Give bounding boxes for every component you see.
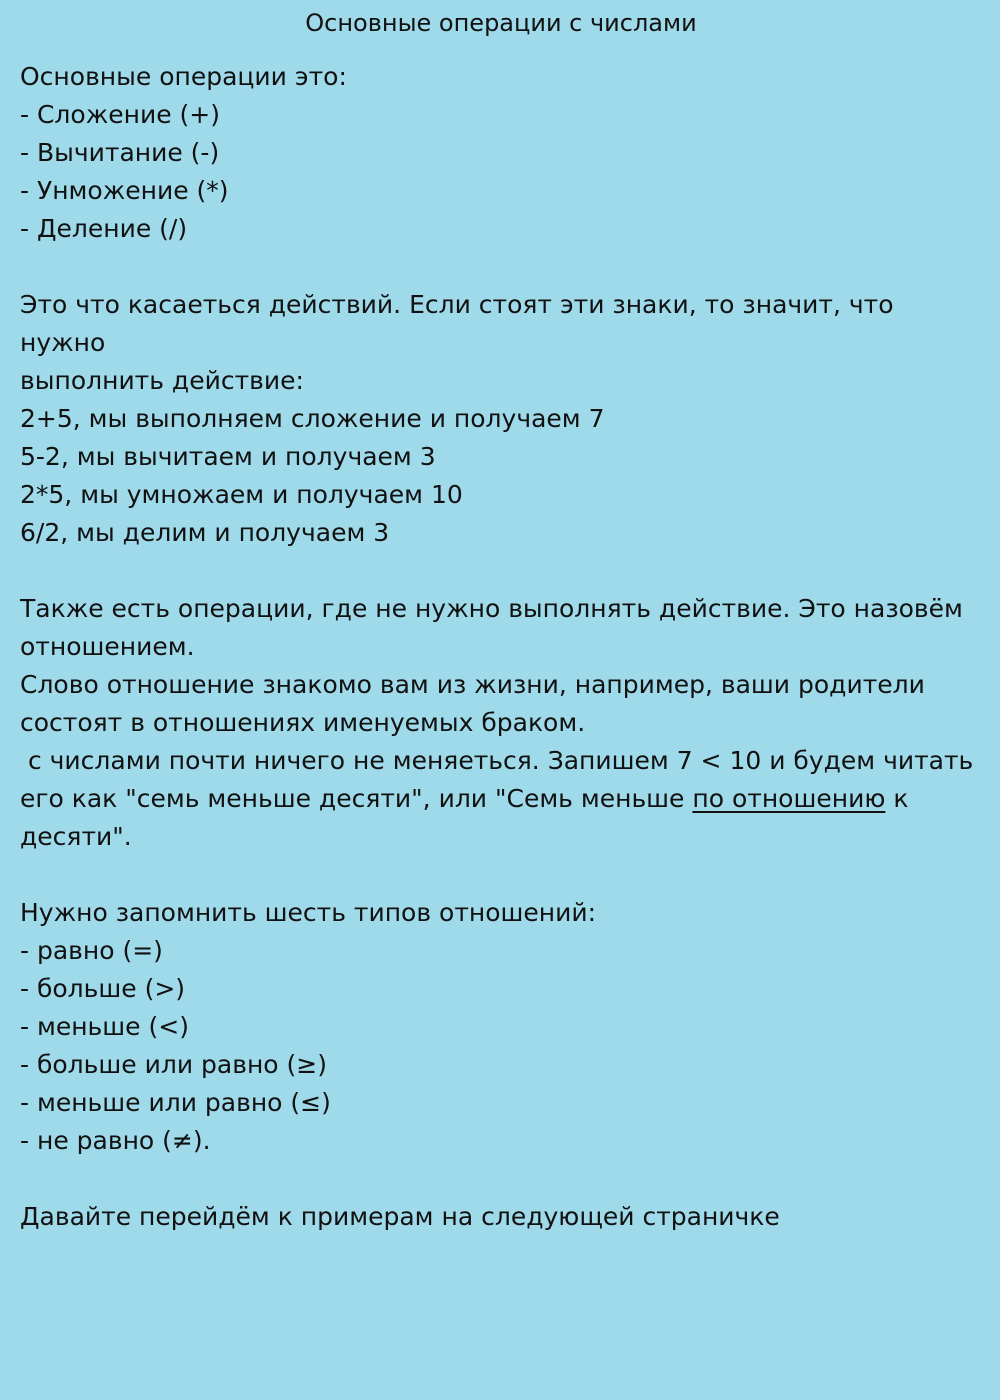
relations-text-line: десяти".: [20, 822, 132, 851]
relations-text-line: отношением.: [20, 632, 195, 661]
relations-text-line: Слово отношение знакомо вам из жизни, например, ваши родители: [20, 670, 925, 699]
actions-text-line: Это что касаеться действий. Если стоят эти знаки, то значит, что нужно: [20, 290, 902, 357]
example-item: 2*5, мы умножаем и получаем 10: [20, 480, 463, 509]
example-item: 6/2, мы делим и получаем 3: [20, 518, 390, 547]
actions-section: [20, 286, 982, 552]
relation-item: - не равно (≠).: [20, 1126, 211, 1155]
relation-item: - меньше (<): [20, 1012, 189, 1041]
example-item: 2+5, мы выполняем сложение и получаем 7: [20, 404, 605, 433]
operations-intro: Основные операции это:: [20, 62, 347, 91]
relations-text-line: состоят в отношениях именуемых браком.: [20, 708, 586, 737]
operation-item: - Унможение (*): [20, 176, 229, 205]
relation-item: - больше или равно (≥): [20, 1050, 327, 1079]
spacer: [20, 1160, 982, 1198]
relations-explanation: [20, 590, 982, 856]
relation-item: - больше (>): [20, 974, 186, 1003]
actions-text-line: выполнить действие:: [20, 366, 304, 395]
relations-text-line: [20, 780, 982, 818]
closing-text: Давайте перейдём к примерам на следующей страничке: [20, 1202, 780, 1231]
operations-section: [20, 58, 982, 248]
spacer: [20, 248, 982, 286]
relations-text-segment: к: [885, 784, 909, 813]
operation-item: - Вычитание (-): [20, 138, 220, 167]
page-title: Основные операции с числами: [305, 9, 697, 37]
spacer: [20, 856, 982, 894]
relations-text-segment: его как "семь меньше десяти", или "Семь меньше: [20, 784, 693, 813]
relations-text-line: Также есть операции, где не нужно выполнять действие. Это назовём: [20, 594, 963, 623]
spacer: [20, 552, 982, 590]
example-item: 5-2, мы вычитаем и получаем 3: [20, 442, 436, 471]
relations-intro: Нужно запомнить шесть типов отношений:: [20, 898, 597, 927]
relations-text-line: с числами почти ничего не меняеться. Запишем 7 < 10 и будем читать: [20, 746, 974, 775]
operation-item: - Деление (/): [20, 214, 188, 243]
operation-item: - Сложение (+): [20, 100, 220, 129]
relation-item: - равно (=): [20, 936, 163, 965]
underlined-phrase: по отношению: [692, 784, 886, 813]
relation-item: - меньше или равно (≤): [20, 1088, 331, 1117]
relations-list-section: [20, 894, 982, 1160]
